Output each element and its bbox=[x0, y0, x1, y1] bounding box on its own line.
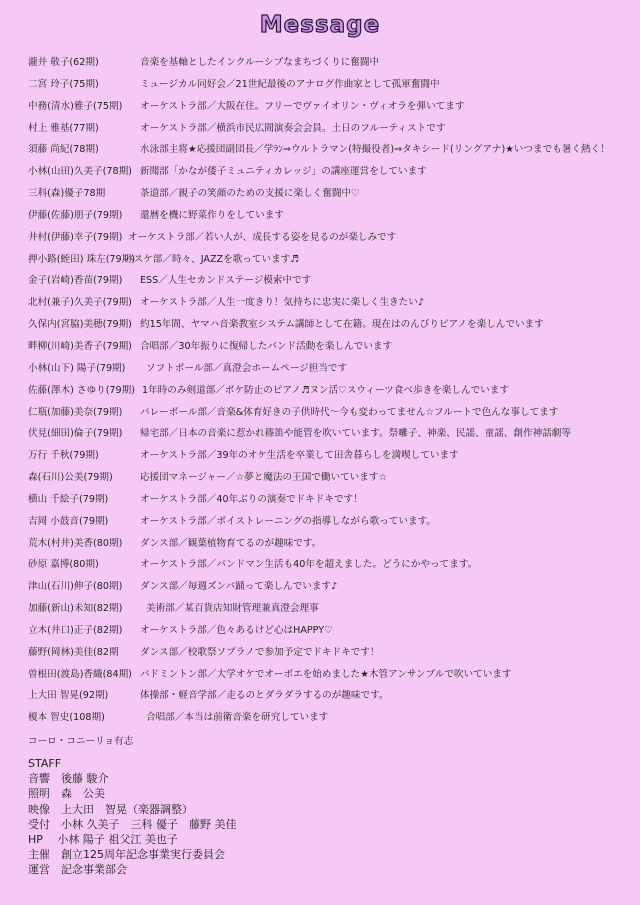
page-title: Message bbox=[259, 12, 381, 38]
message-row bbox=[28, 231, 628, 253]
member-message: 新聞部「かなが倭子ミュニティカレッジ」の講座運営をしています bbox=[140, 166, 427, 178]
member-message: バレーボール部／音楽&体育好きの子供時代〜今も変わってません☆フルートで色んな事してます bbox=[140, 406, 559, 418]
member-name: 中務(清水)雅子(75期) bbox=[28, 100, 123, 112]
member-name: 伏見(細田)倫子(79期) bbox=[28, 428, 123, 440]
message-row bbox=[28, 537, 628, 559]
member-name: 加藤(新山)未知(82期) bbox=[28, 603, 123, 615]
message-row bbox=[28, 296, 628, 318]
message-row bbox=[28, 515, 628, 537]
member-message: 水泳部主将★応援団副団長／学ﾗﾝ⇒ウルトラマン(特撮役者)⇒タキシード(リングアナ)★いつまでも暑く熱く！ bbox=[140, 144, 610, 156]
staff-rows bbox=[28, 771, 237, 877]
message-row bbox=[28, 362, 628, 384]
member-name: 北村(兼子)久美子(79期) bbox=[28, 297, 132, 309]
member-message: バドミントン部／大学オケでオーボエを始めました★木管アンサンブルで吹いています bbox=[140, 668, 512, 680]
member-name: 吉岡 小鼓音(79期) bbox=[28, 515, 109, 527]
message-row bbox=[28, 668, 628, 690]
message-row bbox=[28, 209, 628, 231]
member-name: 砂原 嘉博(80期) bbox=[28, 559, 99, 571]
member-message: 美術部／某百貨店知財管理兼真澄会理事 bbox=[146, 603, 319, 615]
member-message: 合唱部／30年振りに復帰したバンド活動を楽しんでいます bbox=[140, 340, 393, 352]
member-name: 金子(岩崎)香苗(79期) bbox=[28, 275, 123, 287]
member-name: 曽根田(渡島)香織(84期) bbox=[28, 668, 132, 680]
member-message: ダンス部／毎週ズンバ踊って楽しんでいます♪ bbox=[140, 581, 338, 593]
member-name: 仁瓶(加藤)美奈(79期) bbox=[28, 406, 123, 418]
member-name: 佐藤(澤木) さゆり(79期) bbox=[28, 384, 135, 396]
member-message: 約15年間、ヤマハ音楽教室システム講師として在籍。現在はのんびりピアノを楽しんでいます bbox=[140, 319, 544, 331]
member-name: 横山 千絵子(79期) bbox=[28, 493, 109, 505]
message-row bbox=[28, 580, 628, 602]
message-row bbox=[28, 318, 628, 340]
member-name: 榎本 智史(108期) bbox=[28, 712, 105, 724]
member-name: 津山(石川)伸子(80期) bbox=[28, 581, 123, 593]
message-row bbox=[28, 122, 628, 144]
member-name: 三科(森)優子78期 bbox=[28, 188, 106, 200]
member-name: 二宮 玲子(75期) bbox=[28, 78, 99, 90]
member-message: 合唱部／本当は前衛音楽を研究しています bbox=[146, 712, 329, 724]
message-row bbox=[28, 711, 628, 733]
message-row bbox=[28, 100, 628, 122]
member-message: オーケストラ部／ボイストレーニングの指導しながら歌っています。 bbox=[140, 515, 436, 527]
member-name: 森(石川)公美(79期) bbox=[28, 472, 113, 484]
member-message: 帰宅部／日本の音楽に惹かれ篠笛や能管を吹いています。祭囃子、神楽、民謡、童謡、創作神話劇等 bbox=[140, 428, 571, 440]
message-row bbox=[28, 449, 628, 471]
member-name: 村上 雅基(77期) bbox=[28, 122, 99, 134]
member-name: 須藤 尚紀(78期) bbox=[28, 144, 99, 156]
staff-heading: STAFF bbox=[28, 757, 62, 770]
member-name: 小林(山田)久美子(78期) bbox=[28, 166, 132, 178]
member-message: ダンス部／観葉植物育てるのが趣味です。 bbox=[140, 537, 322, 549]
member-name: 瀧井 敬子(62期) bbox=[28, 57, 99, 68]
message-row bbox=[28, 558, 628, 580]
message-row bbox=[28, 602, 628, 624]
message-row bbox=[28, 78, 628, 100]
message-row bbox=[28, 274, 628, 296]
member-message: 1年時のみ剣道部／ボケ防止のピアノ♬ヌン活♡スウィーツ食べ歩きを楽しんでいます bbox=[142, 384, 509, 396]
member-name: 万行 千秋(79期) bbox=[28, 450, 99, 462]
staff-row: HP 小林 陽子 祖父江 美也子 bbox=[28, 833, 178, 847]
member-name: 押小路(蛭田) 珠左(79期) bbox=[28, 253, 135, 265]
member-name: 伊藤(佐藤)朋子(79期) bbox=[28, 209, 123, 221]
member-name: 荒木(村井)美香(80期) bbox=[28, 537, 123, 549]
message-row bbox=[28, 143, 628, 165]
member-message: 体操部・軽音学部／走るのとダラダラするのが趣味です。 bbox=[140, 690, 389, 702]
staff-row: 主催 創立125周年記念事業実行委員会 bbox=[28, 848, 225, 862]
member-message: 応援団マネージャー／☆夢と魔法の王国で働いています☆ bbox=[140, 472, 388, 484]
message-row bbox=[28, 471, 628, 493]
message-list bbox=[28, 56, 628, 733]
member-name: 藤野(岡林)美佳(82期 bbox=[28, 646, 119, 658]
member-message: ESS／人生セカンドステージ模索中です bbox=[140, 275, 312, 287]
message-row bbox=[28, 624, 628, 646]
member-message: ミュージカル同好会／21世紀最後のアナログ作曲家として孤軍奮闘中 bbox=[140, 78, 440, 90]
message-row bbox=[28, 427, 628, 449]
member-message: 茶道部／親子の笑顔のための支援に楽しく奮闘中♡ bbox=[140, 188, 360, 200]
message-row bbox=[28, 340, 628, 362]
staff-row: 運営 記念事業部会 bbox=[28, 863, 127, 877]
member-message: オーケストラ部／色々あるけど心はHAPPY♡ bbox=[140, 624, 333, 636]
message-row bbox=[28, 165, 628, 187]
member-message: オーケストラ部／バンドマン生活も40年を超えました。どうにかやってます。 bbox=[140, 559, 478, 571]
member-name: 立木(井口)正子(82期) bbox=[28, 624, 123, 636]
message-row bbox=[28, 689, 628, 711]
member-message: ダンス部／校歌祭ソプラノで参加予定でドキドキです！ bbox=[140, 646, 380, 658]
message-row bbox=[28, 406, 628, 428]
member-message: オーケストラ部／横浜市民広間演奏会会員。土日のフルーティストです bbox=[140, 122, 446, 134]
staff-row: 音響 後藤 駿介 bbox=[28, 772, 109, 786]
staff-row: 受付 小林 久美子 三科 優子 藤野 美佳 bbox=[28, 817, 237, 831]
member-message: オーケストラ部／大阪在住。フリーでヴァイオリン・ヴィオラを弾いてます bbox=[140, 100, 465, 112]
member-message: 音楽を基軸としたインクルーシブなまちづくりに奮闘中 bbox=[140, 57, 380, 68]
message-row bbox=[28, 384, 628, 406]
member-message: オーケストラ部／40年ぶりの演奏でドキドキです！ bbox=[140, 493, 363, 505]
member-name: 畔柳(川崎)美香子(79期) bbox=[28, 340, 132, 352]
member-name: 小林(山下) 陽子(79期) bbox=[28, 362, 126, 374]
member-name: 井村(伊藤)幸子(79期) bbox=[28, 231, 123, 243]
member-message: オーケストラ部／人生一度きり！気持ちに忠実に楽しく生きたい♪ bbox=[140, 297, 424, 309]
staff-row: 映像 上大田 智晃（楽器調整） bbox=[28, 802, 193, 816]
staff-row: 照明 森 公美 bbox=[28, 787, 105, 801]
message-row bbox=[28, 493, 628, 515]
member-name: 上大田 智晃(92期) bbox=[28, 690, 109, 702]
staff-section bbox=[28, 756, 237, 878]
member-message: バスケ部／時々、JAZZを歌っています♬ bbox=[124, 253, 299, 265]
member-message: オーケストラ部／39年のオケ生活を卒業して田舎暮らしを満喫しています bbox=[140, 450, 459, 462]
message-row bbox=[28, 646, 628, 668]
member-message: ソフトボール部／真澄会ホームページ担当です bbox=[146, 362, 348, 374]
message-row bbox=[28, 187, 628, 209]
member-message: オーケストラ部／若い人が、成長する姿を見るのが楽しみです bbox=[128, 231, 397, 243]
message-row bbox=[28, 253, 628, 275]
member-message: 還暦を機に野菜作りをしています bbox=[140, 209, 284, 221]
message-row bbox=[28, 56, 628, 78]
member-name: 久保内(宮脇)美穂(79期) bbox=[28, 319, 132, 331]
signature: コーロ・コニーリョ有志 bbox=[28, 736, 134, 747]
